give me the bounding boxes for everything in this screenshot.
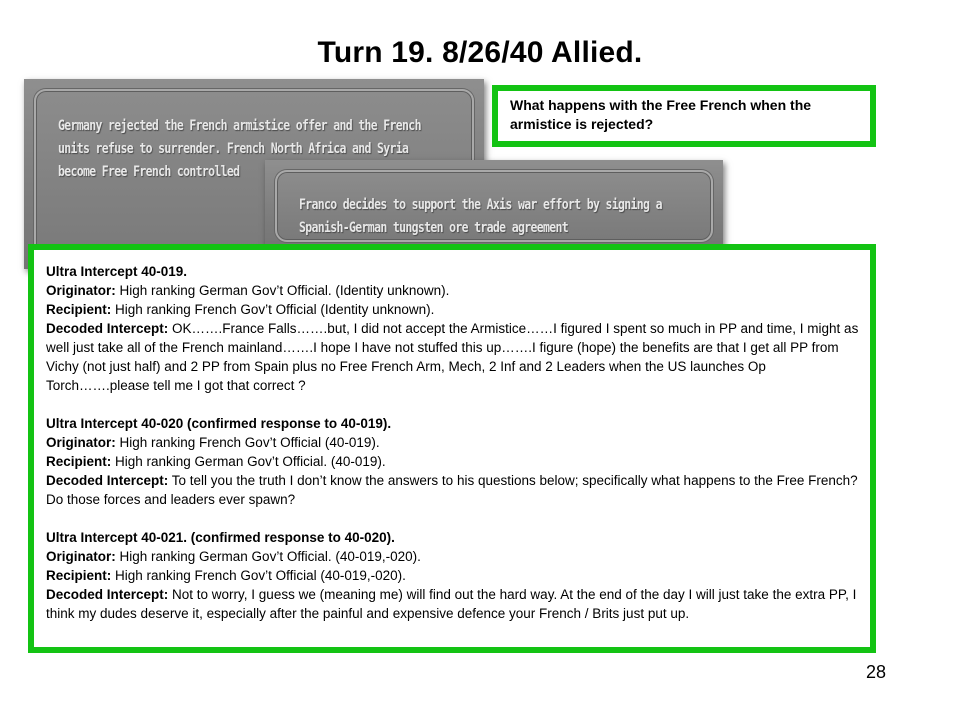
intercept-heading: Ultra Intercept 40-021. (confirmed response to 40-020). — [46, 530, 395, 545]
event-panel-franco — [265, 160, 723, 252]
intercept-block — [46, 528, 860, 623]
intercepts-box — [28, 244, 876, 653]
event-line: Franco decides to support the Axis war effort by signing a — [299, 197, 662, 213]
decoded-value: OK…….France Falls…….but, I did not accept the Armistice……I figured I spent so much in PP and time, I might as well just take all of the French mainland…….I hope I have not stuffed this up…….I figure (hope) the benefits are that I get all PP from Vichy (not just half) and 2 PP from Spain plus no Free French Arm, Mech, 2 Inf and 2 Leaders when the US launches Op Torch…….please tell me I got that correct ? — [46, 321, 859, 393]
recipient-value: High ranking German Gov’t Official. (40-019). — [111, 454, 386, 469]
originator-value: High ranking German Gov’t Official. (Identity unknown). — [115, 283, 450, 298]
intercept-block — [46, 262, 860, 395]
decoded-value: To tell you the truth I don’t know the answers to his questions below; specifically what happens to the Free French? Do those forces and leaders ever spawn? — [46, 473, 858, 507]
event-line: become Free French controlled — [58, 164, 240, 180]
originator-label: Originator: — [46, 283, 116, 298]
originator-label: Originator: — [46, 549, 116, 564]
event-line: Spanish-German tungsten ore trade agreement — [299, 220, 568, 236]
event-panel-text — [299, 194, 725, 240]
originator-value: High ranking French Gov’t Official (40-019). — [115, 435, 380, 450]
intercept-heading: Ultra Intercept 40-020 (confirmed response to 40-019). — [46, 416, 392, 431]
decoded-value: Not to worry, I guess we (meaning me) will find out the hard way. At the end of the day I will just take the extra PP, I think my dudes deserve it, especially after the painful and expensive defence your French / Brits just put up. — [46, 587, 857, 621]
event-line: units refuse to surrender. French North Africa and Syria — [58, 141, 409, 157]
decoded-label: Decoded Intercept: — [46, 473, 169, 488]
intercept-block — [46, 414, 860, 509]
event-line: Germany rejected the French armistice offer and the French — [58, 118, 421, 134]
page-number: 28 — [866, 662, 887, 682]
originator-value: High ranking German Gov’t Official. (40-019,-020). — [115, 549, 421, 564]
recipient-label: Recipient: — [46, 302, 112, 317]
intercept-heading: Ultra Intercept 40-019. — [46, 264, 188, 279]
question-box: What happens with the Free French when the armistice is rejected? — [492, 85, 876, 147]
recipient-label: Recipient: — [46, 454, 112, 469]
recipient-value: High ranking French Gov’t Official (Identity unknown). — [111, 302, 435, 317]
slide-title: Turn 19. 8/26/40 Allied. — [317, 36, 643, 69]
recipient-label: Recipient: — [46, 568, 112, 583]
decoded-label: Decoded Intercept: — [46, 587, 169, 602]
recipient-value: High ranking French Gov’t Official (40-019,-020). — [111, 568, 406, 583]
decoded-label: Decoded Intercept: — [46, 321, 169, 336]
originator-label: Originator: — [46, 435, 116, 450]
